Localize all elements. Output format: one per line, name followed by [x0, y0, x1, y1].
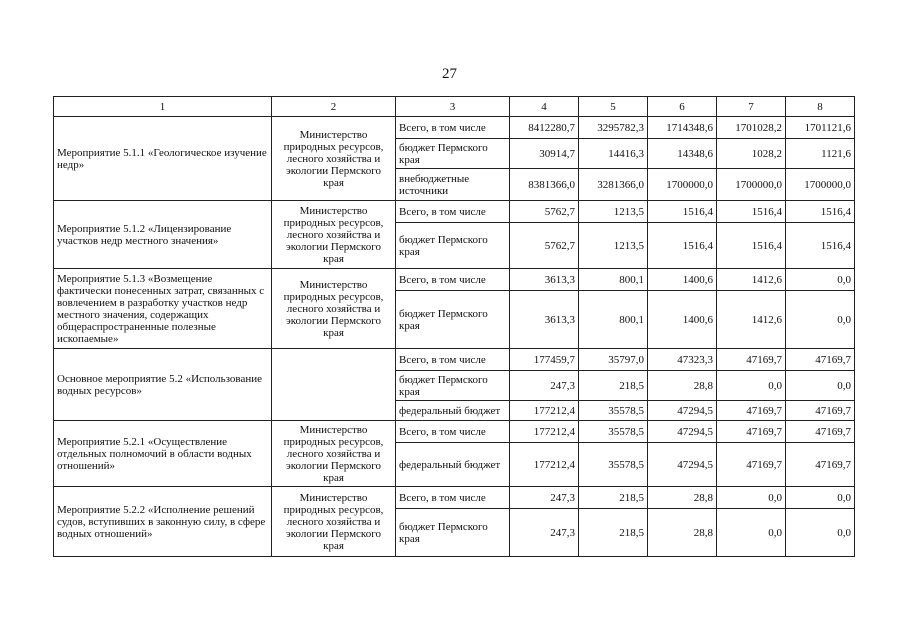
amount-cell: 47169,7 — [786, 443, 855, 487]
amount-cell: 1516,4 — [717, 201, 786, 223]
amount-cell: 1516,4 — [648, 201, 717, 223]
amount-cell: 3295782,3 — [579, 117, 648, 139]
amount-cell: 47169,7 — [786, 421, 855, 443]
funding-source-cell: бюджет Пермского края — [396, 371, 510, 401]
activity-name-cell: Мероприятие 5.2.2 «Исполнение решений судов, вступивших в законную силу, в сфере водных отношений» — [54, 487, 272, 557]
amount-cell: 1213,5 — [579, 223, 648, 269]
amount-cell: 3613,3 — [510, 291, 579, 349]
amount-cell: 177212,4 — [510, 401, 579, 421]
amount-cell: 1516,4 — [648, 223, 717, 269]
amount-cell: 8381366,0 — [510, 169, 579, 201]
amount-cell: 1400,6 — [648, 269, 717, 291]
amount-cell: 247,3 — [510, 487, 579, 509]
table-row — [54, 269, 855, 291]
amount-cell: 5762,7 — [510, 201, 579, 223]
amount-cell: 35578,5 — [579, 401, 648, 421]
funding-source-cell: Всего, в том числе — [396, 201, 510, 223]
executor-cell: Министерство природных ресурсов, лесного хозяйства и экологии Пермского края — [272, 269, 396, 349]
amount-cell: 35578,5 — [579, 443, 648, 487]
funding-source-cell: Всего, в том числе — [396, 269, 510, 291]
amount-cell: 1714348,6 — [648, 117, 717, 139]
funding-source-cell: федеральный бюджет — [396, 443, 510, 487]
amount-cell: 0,0 — [786, 509, 855, 557]
amount-cell: 218,5 — [579, 509, 648, 557]
page-number: 27 — [442, 66, 457, 82]
amount-cell: 218,5 — [579, 371, 648, 401]
amount-cell: 218,5 — [579, 487, 648, 509]
amount-cell: 14416,3 — [579, 139, 648, 169]
header-cell: 3 — [396, 97, 510, 117]
table-row — [54, 201, 855, 223]
header-row — [54, 97, 855, 117]
amount-cell: 1213,5 — [579, 201, 648, 223]
amount-cell: 1516,4 — [717, 223, 786, 269]
amount-cell: 247,3 — [510, 371, 579, 401]
header-cell: 6 — [648, 97, 717, 117]
amount-cell: 3281366,0 — [579, 169, 648, 201]
amount-cell: 1412,6 — [717, 269, 786, 291]
amount-cell: 1400,6 — [648, 291, 717, 349]
funding-source-cell: Всего, в том числе — [396, 421, 510, 443]
funding-source-cell: бюджет Пермского края — [396, 223, 510, 269]
table-row — [54, 421, 855, 443]
amount-cell: 1412,6 — [717, 291, 786, 349]
funding-source-cell: Всего, в том числе — [396, 349, 510, 371]
amount-cell: 30914,7 — [510, 139, 579, 169]
amount-cell: 47169,7 — [786, 401, 855, 421]
amount-cell: 8412280,7 — [510, 117, 579, 139]
amount-cell: 47169,7 — [717, 349, 786, 371]
amount-cell: 1516,4 — [786, 223, 855, 269]
amount-cell: 0,0 — [786, 487, 855, 509]
amount-cell: 47169,7 — [786, 349, 855, 371]
amount-cell: 47169,7 — [717, 401, 786, 421]
activity-name-cell: Мероприятие 5.1.1 «Геологическое изучение недр» — [54, 117, 272, 201]
amount-cell: 177212,4 — [510, 443, 579, 487]
amount-cell: 28,8 — [648, 371, 717, 401]
amount-cell: 47323,3 — [648, 349, 717, 371]
amount-cell: 0,0 — [717, 371, 786, 401]
amount-cell: 47294,5 — [648, 401, 717, 421]
header-cell: 2 — [272, 97, 396, 117]
amount-cell: 0,0 — [717, 509, 786, 557]
header-cell: 7 — [717, 97, 786, 117]
amount-cell: 0,0 — [786, 269, 855, 291]
amount-cell: 5762,7 — [510, 223, 579, 269]
table-row — [54, 487, 855, 509]
table-row — [54, 349, 855, 371]
header-cell: 1 — [54, 97, 272, 117]
amount-cell: 800,1 — [579, 291, 648, 349]
table-body — [54, 97, 855, 557]
header-cell: 4 — [510, 97, 579, 117]
amount-cell: 0,0 — [717, 487, 786, 509]
funding-source-cell: бюджет Пермского края — [396, 291, 510, 349]
activity-name-cell: Мероприятие 5.2.1 «Осуществление отдельных полномочий в области водных отношений» — [54, 421, 272, 487]
budget-table — [53, 96, 855, 557]
amount-cell: 28,8 — [648, 509, 717, 557]
amount-cell: 47294,5 — [648, 421, 717, 443]
funding-source-cell: бюджет Пермского края — [396, 509, 510, 557]
funding-source-cell: Всего, в том числе — [396, 117, 510, 139]
amount-cell: 0,0 — [786, 291, 855, 349]
amount-cell: 28,8 — [648, 487, 717, 509]
amount-cell: 1701028,2 — [717, 117, 786, 139]
amount-cell: 47169,7 — [717, 443, 786, 487]
header-cell: 5 — [579, 97, 648, 117]
activity-name-cell: Основное мероприятие 5.2 «Использование водных ресурсов» — [54, 349, 272, 421]
amount-cell: 47294,5 — [648, 443, 717, 487]
amount-cell: 247,3 — [510, 509, 579, 557]
amount-cell: 35578,5 — [579, 421, 648, 443]
funding-source-cell: Всего, в том числе — [396, 487, 510, 509]
executor-cell: Министерство природных ресурсов, лесного хозяйства и экологии Пермского края — [272, 201, 396, 269]
funding-source-cell: федеральный бюджет — [396, 401, 510, 421]
executor-cell — [272, 349, 396, 421]
executor-cell: Министерство природных ресурсов, лесного хозяйства и экологии Пермского края — [272, 117, 396, 201]
amount-cell: 1701121,6 — [786, 117, 855, 139]
amount-cell: 0,0 — [786, 371, 855, 401]
header-cell: 8 — [786, 97, 855, 117]
amount-cell: 800,1 — [579, 269, 648, 291]
amount-cell: 1700000,0 — [717, 169, 786, 201]
executor-cell: Министерство природных ресурсов, лесного хозяйства и экологии Пермского края — [272, 421, 396, 487]
amount-cell: 1028,2 — [717, 139, 786, 169]
activity-name-cell: Мероприятие 5.1.2 «Лицензирование участков недр местного значения» — [54, 201, 272, 269]
amount-cell: 177459,7 — [510, 349, 579, 371]
amount-cell: 47169,7 — [717, 421, 786, 443]
amount-cell: 14348,6 — [648, 139, 717, 169]
amount-cell: 3613,3 — [510, 269, 579, 291]
funding-source-cell: внебюджетные источники — [396, 169, 510, 201]
amount-cell: 1700000,0 — [648, 169, 717, 201]
amount-cell: 177212,4 — [510, 421, 579, 443]
table-row — [54, 117, 855, 139]
activity-name-cell: Мероприятие 5.1.3 «Возмещение фактически понесенных затрат, связанных с вовлечением в разработку участков недр местного значения, содержащих общераспространенные полезные ископаемые» — [54, 269, 272, 349]
amount-cell: 35797,0 — [579, 349, 648, 371]
amount-cell: 1700000,0 — [786, 169, 855, 201]
amount-cell: 1516,4 — [786, 201, 855, 223]
amount-cell: 1121,6 — [786, 139, 855, 169]
funding-source-cell: бюджет Пермского края — [396, 139, 510, 169]
executor-cell: Министерство природных ресурсов, лесного хозяйства и экологии Пермского края — [272, 487, 396, 557]
